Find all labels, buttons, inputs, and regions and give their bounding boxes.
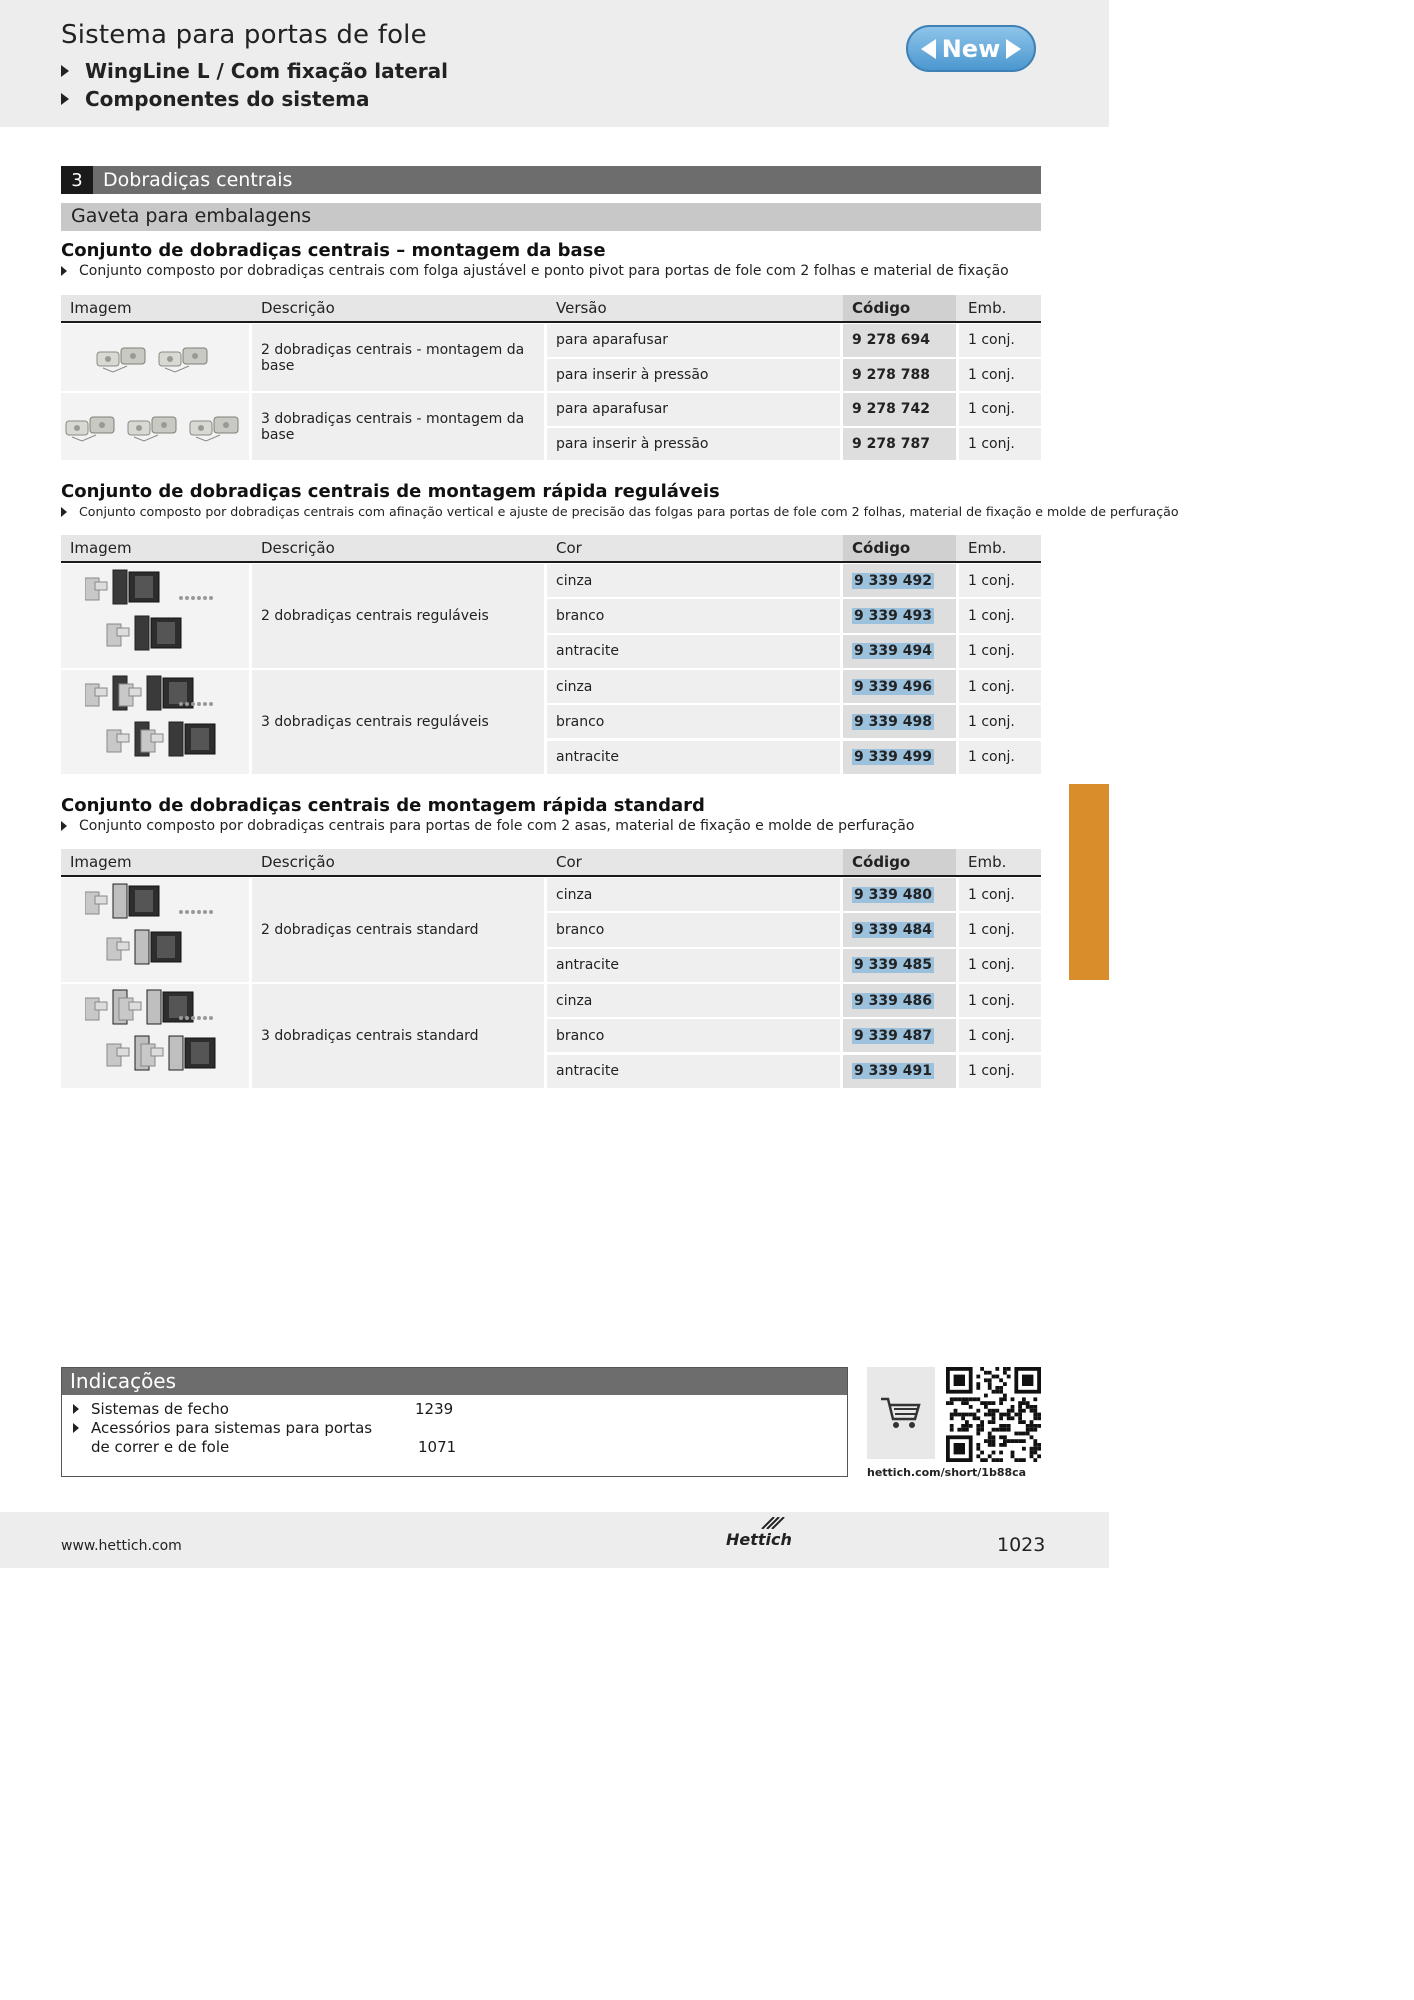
article-code[interactable] [843, 359, 956, 392]
product-description: 2 dobradiças centrais standard [252, 878, 544, 982]
article-code-text[interactable]: 9 278 742 [852, 401, 930, 418]
article-code-text[interactable]: 9 339 499 [854, 749, 932, 766]
article-code-text[interactable]: 9 339 493 [854, 607, 932, 624]
article-code[interactable] [843, 949, 956, 982]
product-image [61, 878, 249, 982]
table-header [61, 849, 1041, 877]
indications-title: Indicações [62, 1368, 847, 1395]
article-code[interactable] [843, 324, 956, 357]
variant-cell: para aparafusar [547, 324, 840, 357]
pack-unit: 1 conj. [959, 949, 1041, 982]
hinge-product-icon [85, 882, 225, 977]
new-badge: New [906, 25, 1036, 72]
subsection-title: Gaveta para embalagens [71, 205, 312, 227]
group-description-text: Conjunto composto por dobradiças centrais para portas de fole com 2 asas, material de fixação e molde de perfuração [79, 818, 915, 834]
shop-link[interactable]: hettich.com/short/1b88ca [867, 1466, 1027, 1479]
variant-cell: cinza [547, 564, 840, 597]
variant-cell: para aparafusar [547, 393, 840, 426]
pack-unit: 1 conj. [959, 359, 1041, 392]
group-description-text: Conjunto composto por dobradiças centrais com folga ajustável e ponto pivot para portas de fole com 2 folhas e material de fixação [79, 263, 1009, 279]
article-code[interactable] [843, 564, 956, 597]
hinge-product-icon [62, 407, 248, 447]
indications-box [61, 1367, 848, 1477]
page-title: Sistema para portas de fole [61, 20, 427, 50]
column-header: Imagem [70, 299, 132, 317]
bullet-arrow-icon [61, 821, 67, 831]
pack-unit: 1 conj. [959, 393, 1041, 426]
variant-cell: antracite [547, 1055, 840, 1088]
variant-cell: para inserir à pressão [547, 428, 840, 461]
variant-cell: antracite [547, 949, 840, 982]
pack-unit: 1 conj. [959, 428, 1041, 461]
bullet-arrow-icon [73, 1404, 79, 1414]
column-header: Código [843, 535, 956, 561]
indication-page[interactable]: 1071 [418, 1438, 457, 1456]
section-title: Dobradiças centrais [103, 169, 293, 191]
product-description: 3 dobradiças centrais reguláveis [252, 670, 544, 774]
article-code-text[interactable]: 9 278 788 [852, 366, 930, 383]
shop-cart-button[interactable] [867, 1367, 935, 1459]
indication-item[interactable]: Acessórios para sistemas para portas [73, 1419, 372, 1437]
product-description: 2 dobradiças centrais - montagem da base [252, 324, 544, 391]
article-code-text[interactable]: 9 339 487 [854, 1027, 932, 1044]
table-header [61, 295, 1041, 323]
article-code-text[interactable]: 9 339 491 [854, 1063, 932, 1080]
cart-icon [879, 1395, 923, 1431]
hinge-product-icon [85, 988, 225, 1083]
pack-unit: 1 conj. [959, 324, 1041, 357]
article-code-text[interactable]: 9 339 485 [854, 957, 932, 974]
article-code-text[interactable]: 9 339 494 [854, 643, 932, 660]
article-code[interactable] [843, 393, 956, 426]
product-description: 3 dobradiças centrais - montagem da base [252, 393, 544, 460]
column-header: Código [843, 295, 956, 321]
hinge-product-icon [93, 338, 217, 378]
section-bar [61, 166, 1041, 194]
bullet-arrow-icon [61, 93, 69, 105]
article-code-text[interactable]: 9 278 694 [852, 332, 930, 349]
variant-cell: para inserir à pressão [547, 359, 840, 392]
indication-item-cont: de correr e de fole [91, 1438, 230, 1456]
product-image [61, 984, 249, 1088]
group-title: Conjunto de dobradiças centrais de montagem rápida reguláveis [61, 481, 720, 502]
article-code[interactable] [843, 984, 956, 1017]
article-code[interactable] [843, 741, 956, 774]
variant-cell: cinza [547, 878, 840, 911]
article-code[interactable] [843, 635, 956, 668]
subtitle-wingline: WingLine L / Com fixação lateral [61, 59, 448, 83]
bullet-arrow-icon [61, 266, 67, 276]
pack-unit: 1 conj. [959, 564, 1041, 597]
article-code[interactable] [843, 705, 956, 738]
article-code[interactable] [843, 1019, 956, 1052]
pack-unit: 1 conj. [959, 1055, 1041, 1088]
column-header: Emb. [968, 853, 1007, 871]
pack-unit: 1 conj. [959, 1019, 1041, 1052]
variant-cell: antracite [547, 635, 840, 668]
hinge-product-icon [85, 674, 225, 769]
indication-item[interactable]: Sistemas de fecho [73, 1400, 229, 1418]
bullet-arrow-icon [73, 1423, 79, 1433]
subtitle-components: Componentes do sistema [61, 87, 370, 111]
article-code[interactable] [843, 599, 956, 632]
column-header: Imagem [70, 539, 132, 557]
article-code[interactable] [843, 878, 956, 911]
pack-unit: 1 conj. [959, 635, 1041, 668]
page-footer [0, 1512, 1109, 1568]
article-code-text[interactable]: 9 339 486 [854, 992, 932, 1009]
article-code-text[interactable]: 9 278 787 [852, 435, 930, 452]
group-description-text: Conjunto composto por dobradiças centrais com afinação vertical e ajuste de precisão das folgas para portas de fole com 2 folhas, material de fixação e molde de perfuração [79, 504, 1179, 519]
group-title: Conjunto de dobradiças centrais – montagem da base [61, 240, 606, 261]
website-link[interactable]: www.hettich.com [61, 1538, 182, 1554]
column-header: Emb. [968, 539, 1007, 557]
product-description: 3 dobradiças centrais standard [252, 984, 544, 1088]
group-description [61, 263, 1009, 279]
product-image [61, 564, 249, 668]
article-code[interactable] [843, 913, 956, 946]
variant-cell: branco [547, 705, 840, 738]
subsection-bar [61, 203, 1041, 231]
pack-unit: 1 conj. [959, 878, 1041, 911]
product-image [61, 670, 249, 774]
brand-logo: Hettich [726, 1530, 792, 1549]
column-header: Cor [556, 853, 582, 871]
article-code[interactable] [843, 428, 956, 461]
column-header: Descrição [261, 299, 335, 317]
group-title: Conjunto de dobradiças centrais de montagem rápida standard [61, 795, 705, 816]
column-header: Emb. [968, 299, 1007, 317]
column-header: Cor [556, 539, 582, 557]
column-header: Descrição [261, 539, 335, 557]
variant-cell: cinza [547, 984, 840, 1017]
pack-unit: 1 conj. [959, 913, 1041, 946]
chapter-tab [1069, 784, 1109, 980]
article-code-text[interactable]: 9 339 496 [854, 678, 932, 695]
variant-cell: antracite [547, 741, 840, 774]
pack-unit: 1 conj. [959, 670, 1041, 703]
article-code-text[interactable]: 9 339 492 [854, 572, 932, 589]
table-header [61, 535, 1041, 563]
column-header: Descrição [261, 853, 335, 871]
product-description: 2 dobradiças centrais reguláveis [252, 564, 544, 668]
variant-cell: branco [547, 599, 840, 632]
variant-cell: branco [547, 913, 840, 946]
arrow-right-icon [1006, 39, 1021, 59]
page-header [0, 0, 1109, 127]
section-number: 3 [61, 166, 93, 194]
pack-unit: 1 conj. [959, 741, 1041, 774]
variant-cell: cinza [547, 670, 840, 703]
product-image [61, 393, 249, 460]
group-description [61, 818, 914, 834]
article-code-text[interactable]: 9 339 484 [854, 921, 932, 938]
hinge-product-icon [85, 568, 225, 663]
arrow-left-icon [921, 39, 936, 59]
pack-unit: 1 conj. [959, 599, 1041, 632]
column-header: Código [843, 849, 956, 875]
page-number: 1023 [997, 1534, 1046, 1556]
variant-cell: branco [547, 1019, 840, 1052]
product-image [61, 324, 249, 391]
bullet-arrow-icon [61, 65, 69, 77]
pack-unit: 1 conj. [959, 705, 1041, 738]
bullet-arrow-icon [61, 507, 67, 517]
qr-code[interactable] [946, 1367, 1041, 1462]
article-code[interactable] [843, 1055, 956, 1088]
article-code[interactable] [843, 670, 956, 703]
column-header: Versão [556, 299, 607, 317]
article-code-text[interactable]: 9 339 480 [854, 886, 932, 903]
pack-unit: 1 conj. [959, 984, 1041, 1017]
indication-page[interactable]: 1239 [415, 1400, 454, 1418]
article-code-text[interactable]: 9 339 498 [854, 713, 932, 730]
column-header: Imagem [70, 853, 132, 871]
logo-mark-icon [732, 1517, 786, 1529]
group-description [61, 504, 1179, 519]
